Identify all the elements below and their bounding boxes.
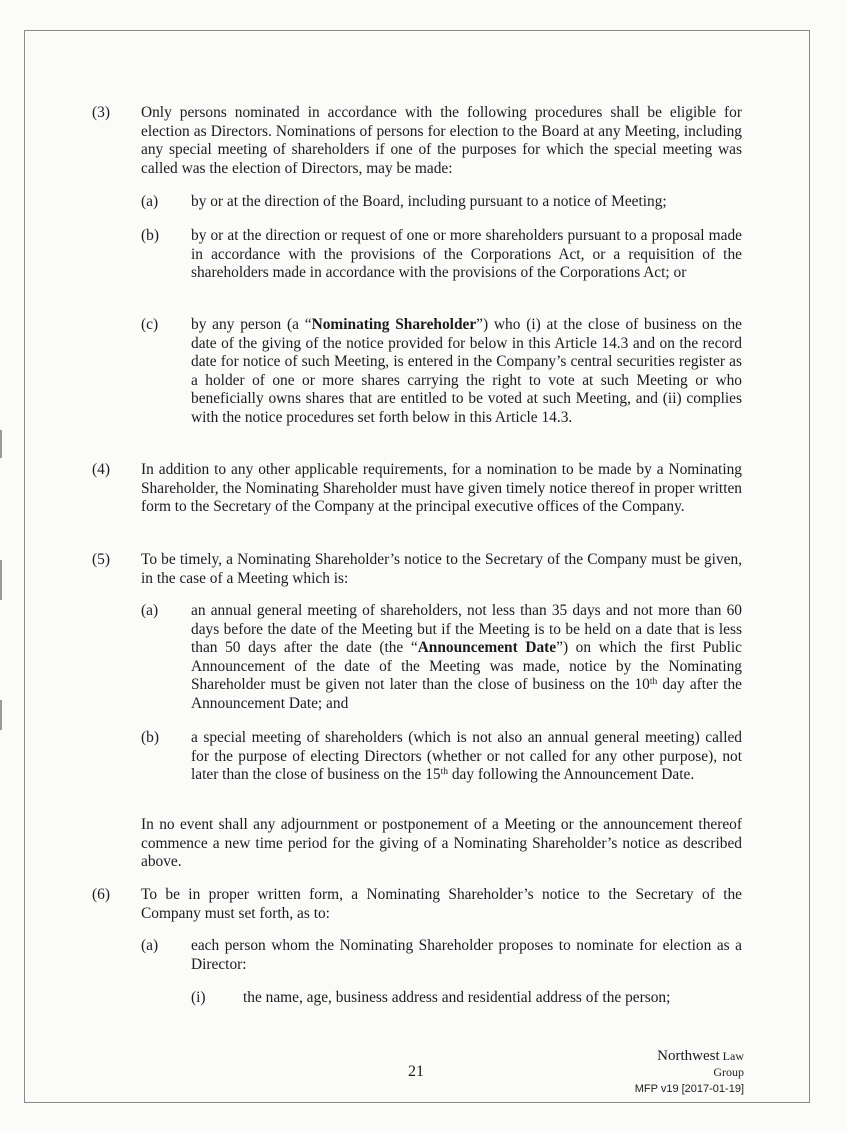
firm-name: Northwest Law Group: [657, 1048, 744, 1079]
scan-mark: [0, 430, 2, 458]
section-number-5: (5): [92, 551, 110, 568]
page-number: 21: [408, 1063, 424, 1080]
item-6ai-number: (i): [191, 989, 206, 1006]
section-6-text: To be in proper written form, a Nominating Shareholder’s notice to the Secretary of the Company must set forth, as to:: [141, 886, 742, 922]
item-3b-number: (b): [141, 227, 159, 244]
item-5a-number: (a): [141, 602, 159, 619]
section-number-4: (4): [92, 461, 110, 478]
section-5-closing: In no event shall any adjournment or postponement of a Meeting or the announcement thereof commence a new time period for the giving of a Nominating Shareholder’s notice as described above.: [141, 816, 742, 871]
section-number-6: (6): [92, 886, 110, 903]
item-3a-text: by or at the direction of the Board, including pursuant to a notice of Meeting;: [191, 193, 667, 210]
item-6a-number: (a): [141, 937, 159, 954]
item-5b-text: a special meeting of shareholders (which is not also an annual general meeting) called for the purpose of electing Directors (whether or not called for any other purpose), not later than the close of business on the 15th day following the Announcement Date.: [191, 729, 742, 784]
scan-mark: [0, 700, 2, 730]
defined-term: Nominating Shareholder: [311, 316, 477, 333]
document-version: MFP v19 [2017-01-19]: [634, 1083, 744, 1095]
section-3-text: Only persons nominated in accordance with the following procedures shall be eligible for election as Directors. Nominations of persons for election to the Board at any Meeting, including any special meeting of shareholders if one of the purposes for which the special meeting was called was the election of Directors, may be made:: [141, 104, 742, 177]
item-6a-text: each person whom the Nominating Shareholder proposes to nominate for election as a Director:: [191, 937, 742, 973]
item-3c-text: by any person (a “Nominating Shareholder”) who (i) at the close of business on the date of the giving of the notice provided for below in this Article 14.3 and on the record date for notice of such Meeting, is entered in the Company’s central securities register as a holder of one or more shares carrying the right to vote at such Meeting or who beneficially owns shares that are entitled to be voted at such Meeting, and (ii) complies with the notice procedures set forth below in this Article 14.3.: [191, 316, 742, 426]
item-5b-number: (b): [141, 729, 159, 746]
scan-mark: [0, 560, 2, 600]
item-3a-number: (a): [141, 193, 159, 210]
item-3c-number: (c): [141, 316, 159, 333]
item-5a-text: an annual general meeting of shareholders, not less than 35 days and not more than 60 days before the date of the Meeting but if the Meeting is to be held on a date that is less than 50 days after the date (the “Announcement Date”) on which the first Public Announcement of the date of the Meeting was made, notice by the Nominating Shareholder must be given not later than the close of business on the 10th day after the Announcement Date; and: [191, 602, 742, 712]
item-6ai-text: the name, age, business address and residential address of the person;: [243, 989, 671, 1006]
section-5-text: To be timely, a Nominating Shareholder’s notice to the Secretary of the Company must be given, in the case of a Meeting which is:: [141, 551, 742, 587]
footer-firm: [624, 1048, 744, 1095]
section-number-3: (3): [92, 104, 110, 121]
section-4-text: In addition to any other applicable requirements, for a nomination to be made by a Nominating Shareholder, the Nominating Shareholder must have given timely notice thereof in proper written form to the Secretary of the Company at the principal executive offices of the Company.: [141, 461, 742, 516]
item-3b-text: by or at the direction or request of one or more shareholders pursuant to a proposal made in accordance with the provisions of the Corporations Act, or a requisition of the shareholders made in accordance with the provisions of the Corporations Act; or: [191, 227, 742, 282]
defined-term: Announcement Date: [417, 639, 557, 657]
